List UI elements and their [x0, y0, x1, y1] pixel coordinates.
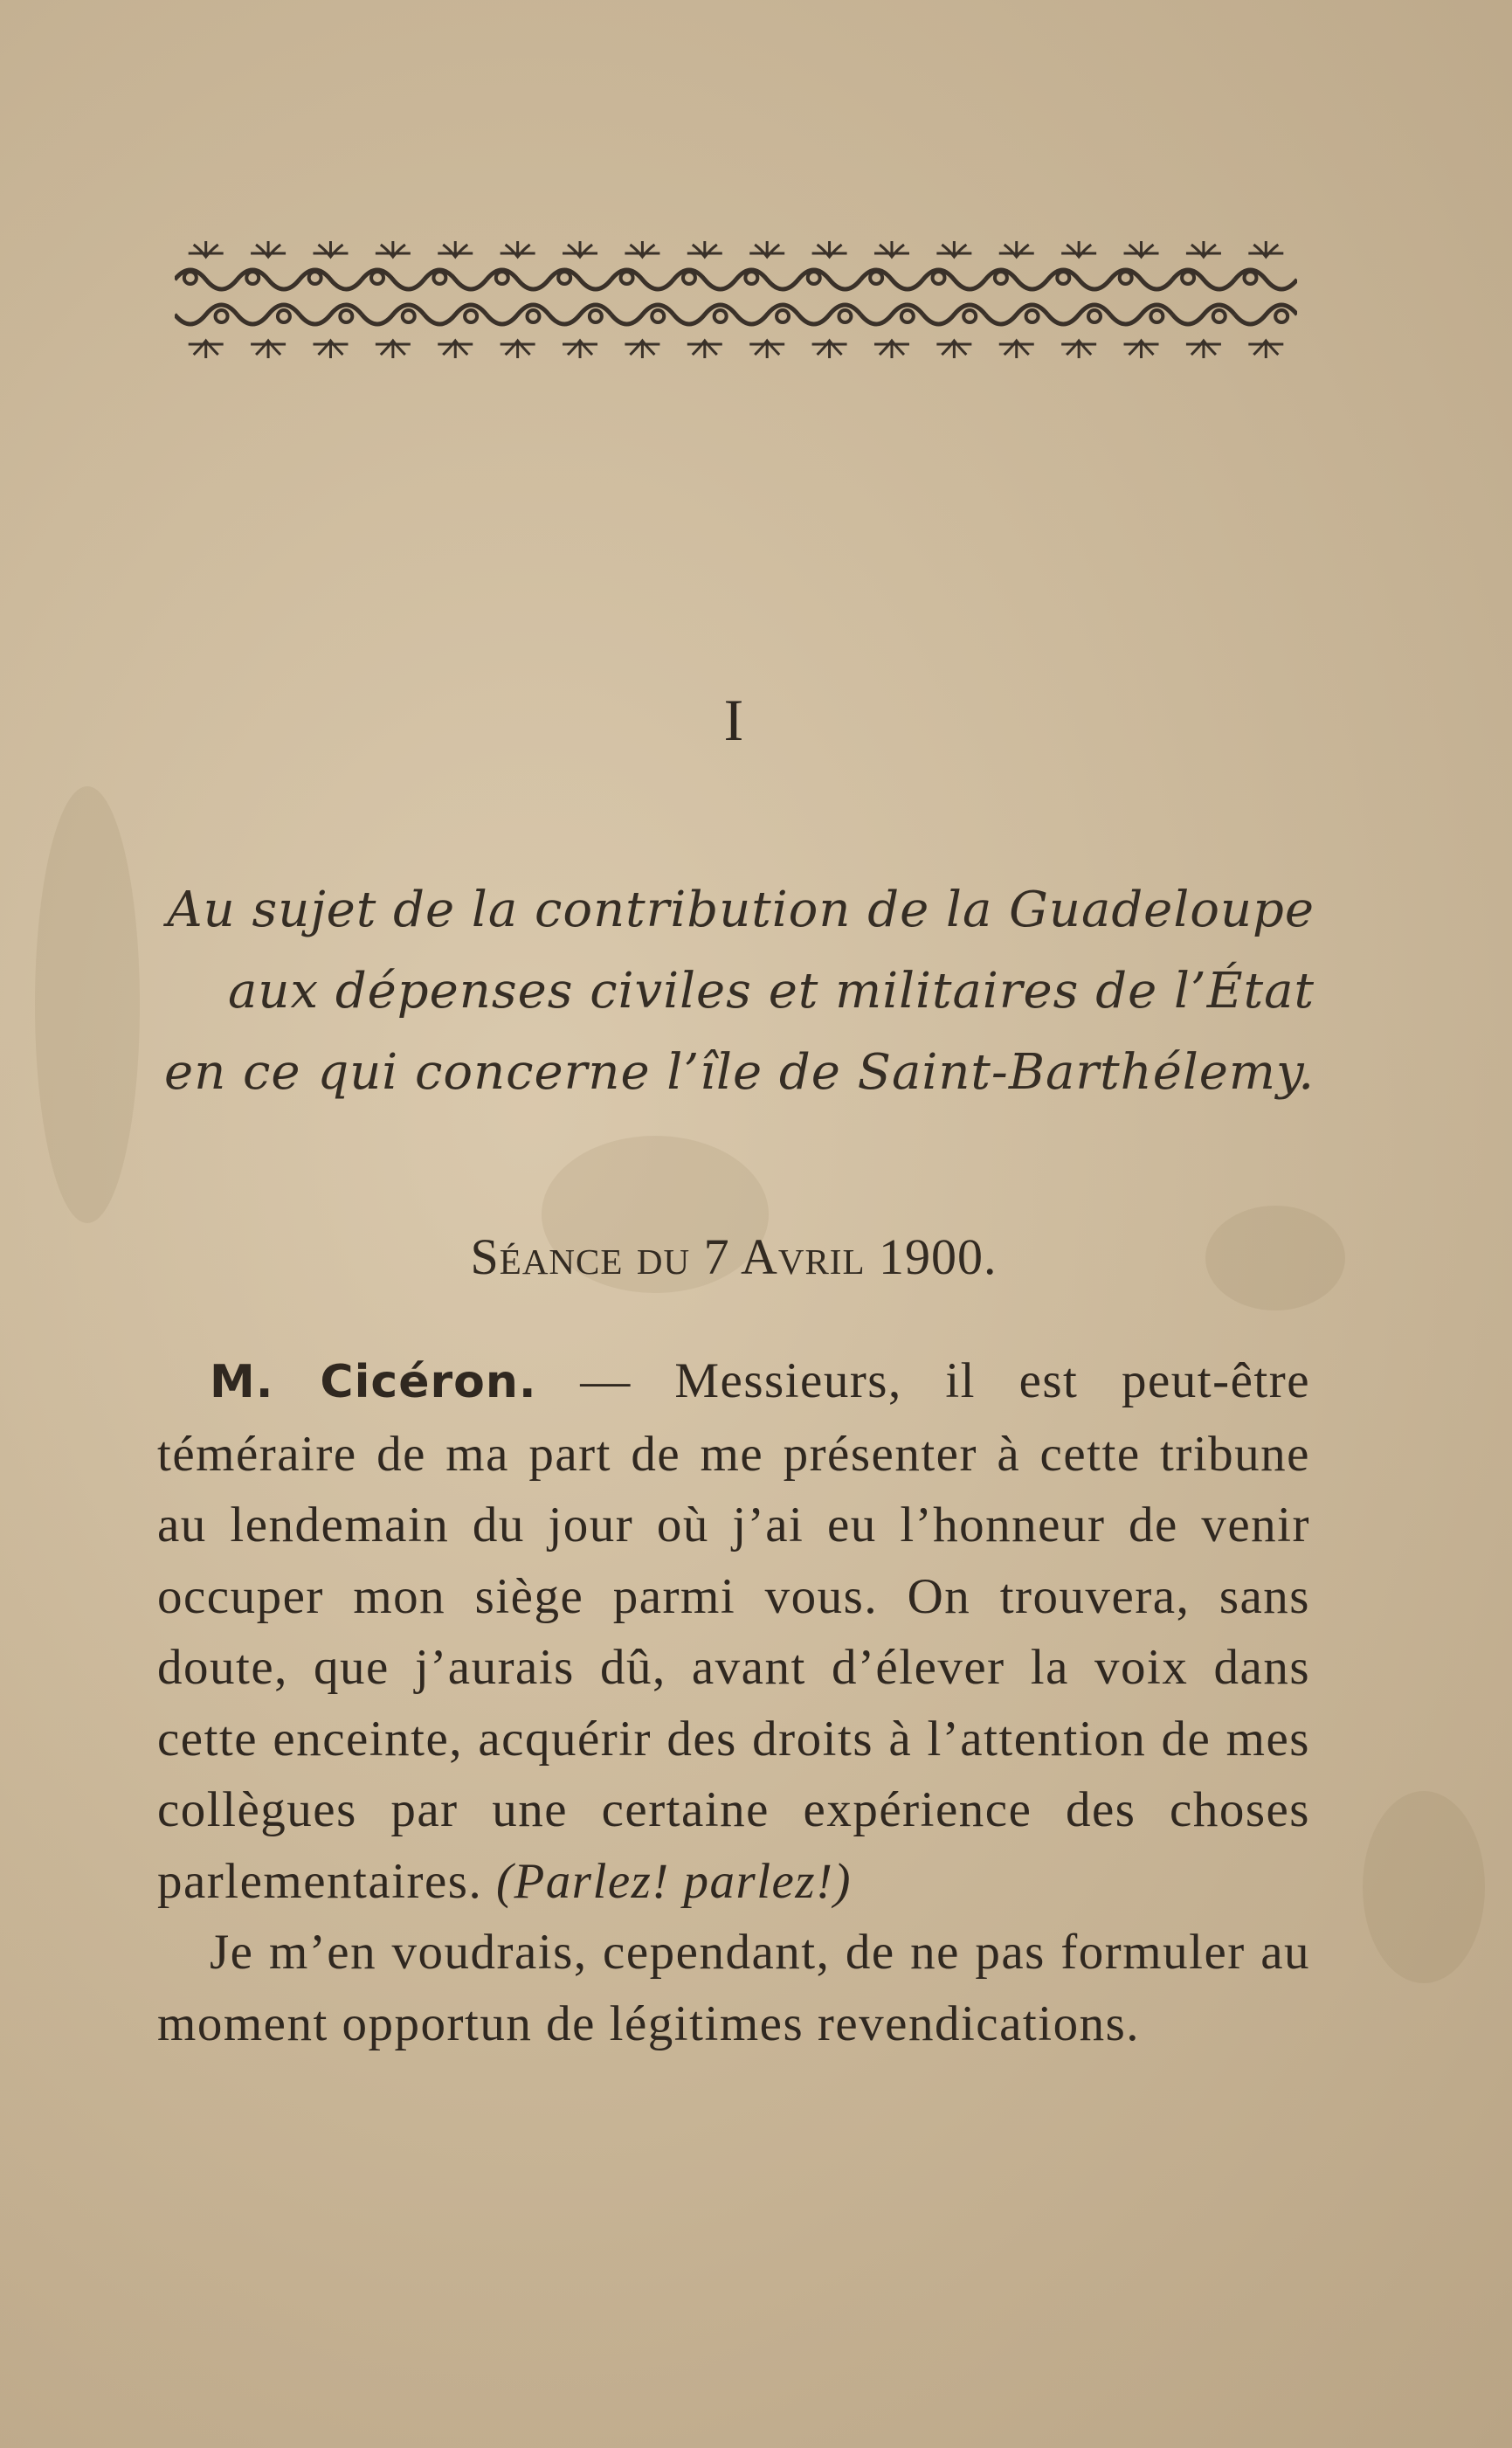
session-date	[0, 1227, 1467, 1286]
decorative-ornament-band	[175, 234, 1297, 365]
subtitle-line: Au sujet de la contribution de la Guadeloupe	[167, 882, 1315, 938]
speech-text: Je m’en voudrais, cependant, de ne pas formuler au moment opportun de légitimes revendications.	[157, 1925, 1310, 2051]
speech-text: Messieurs, il est peut-être téméraire de ma part de me présenter à cette tribune au lendemain du jour où j’ai eu l’honneur de venir occuper mon siège parmi vous. On trouvera, sans doute, que j’aurais dû, avant d’élever la voix dans cette enceinte, acquérir des droits à l’attention de mes collègues par une certaine expérience des choses parlementaires.	[157, 1353, 1311, 1909]
speech-dash: —	[536, 1353, 675, 1408]
speech-paragraph	[157, 1917, 1310, 2059]
subtitle-line: en ce qui concerne l’île de Saint-Barthélemy.	[164, 1044, 1315, 1101]
speech-body	[157, 1345, 1310, 2059]
session-label: Séance du 7 Avril 1900.	[470, 1228, 998, 1285]
chapter-number: I	[723, 687, 744, 753]
paper-stain	[35, 786, 140, 1223]
speech-paragraph	[157, 1345, 1310, 1917]
subtitle-line: aux dépenses civiles et militaires de l’État	[227, 963, 1315, 1020]
paper-stain	[1363, 1791, 1485, 1983]
speaker-name: M. Cicéron.	[210, 1356, 537, 1408]
interjection: (Parlez! parlez!)	[496, 1853, 852, 1909]
chapter-subtitle	[153, 869, 1315, 1113]
